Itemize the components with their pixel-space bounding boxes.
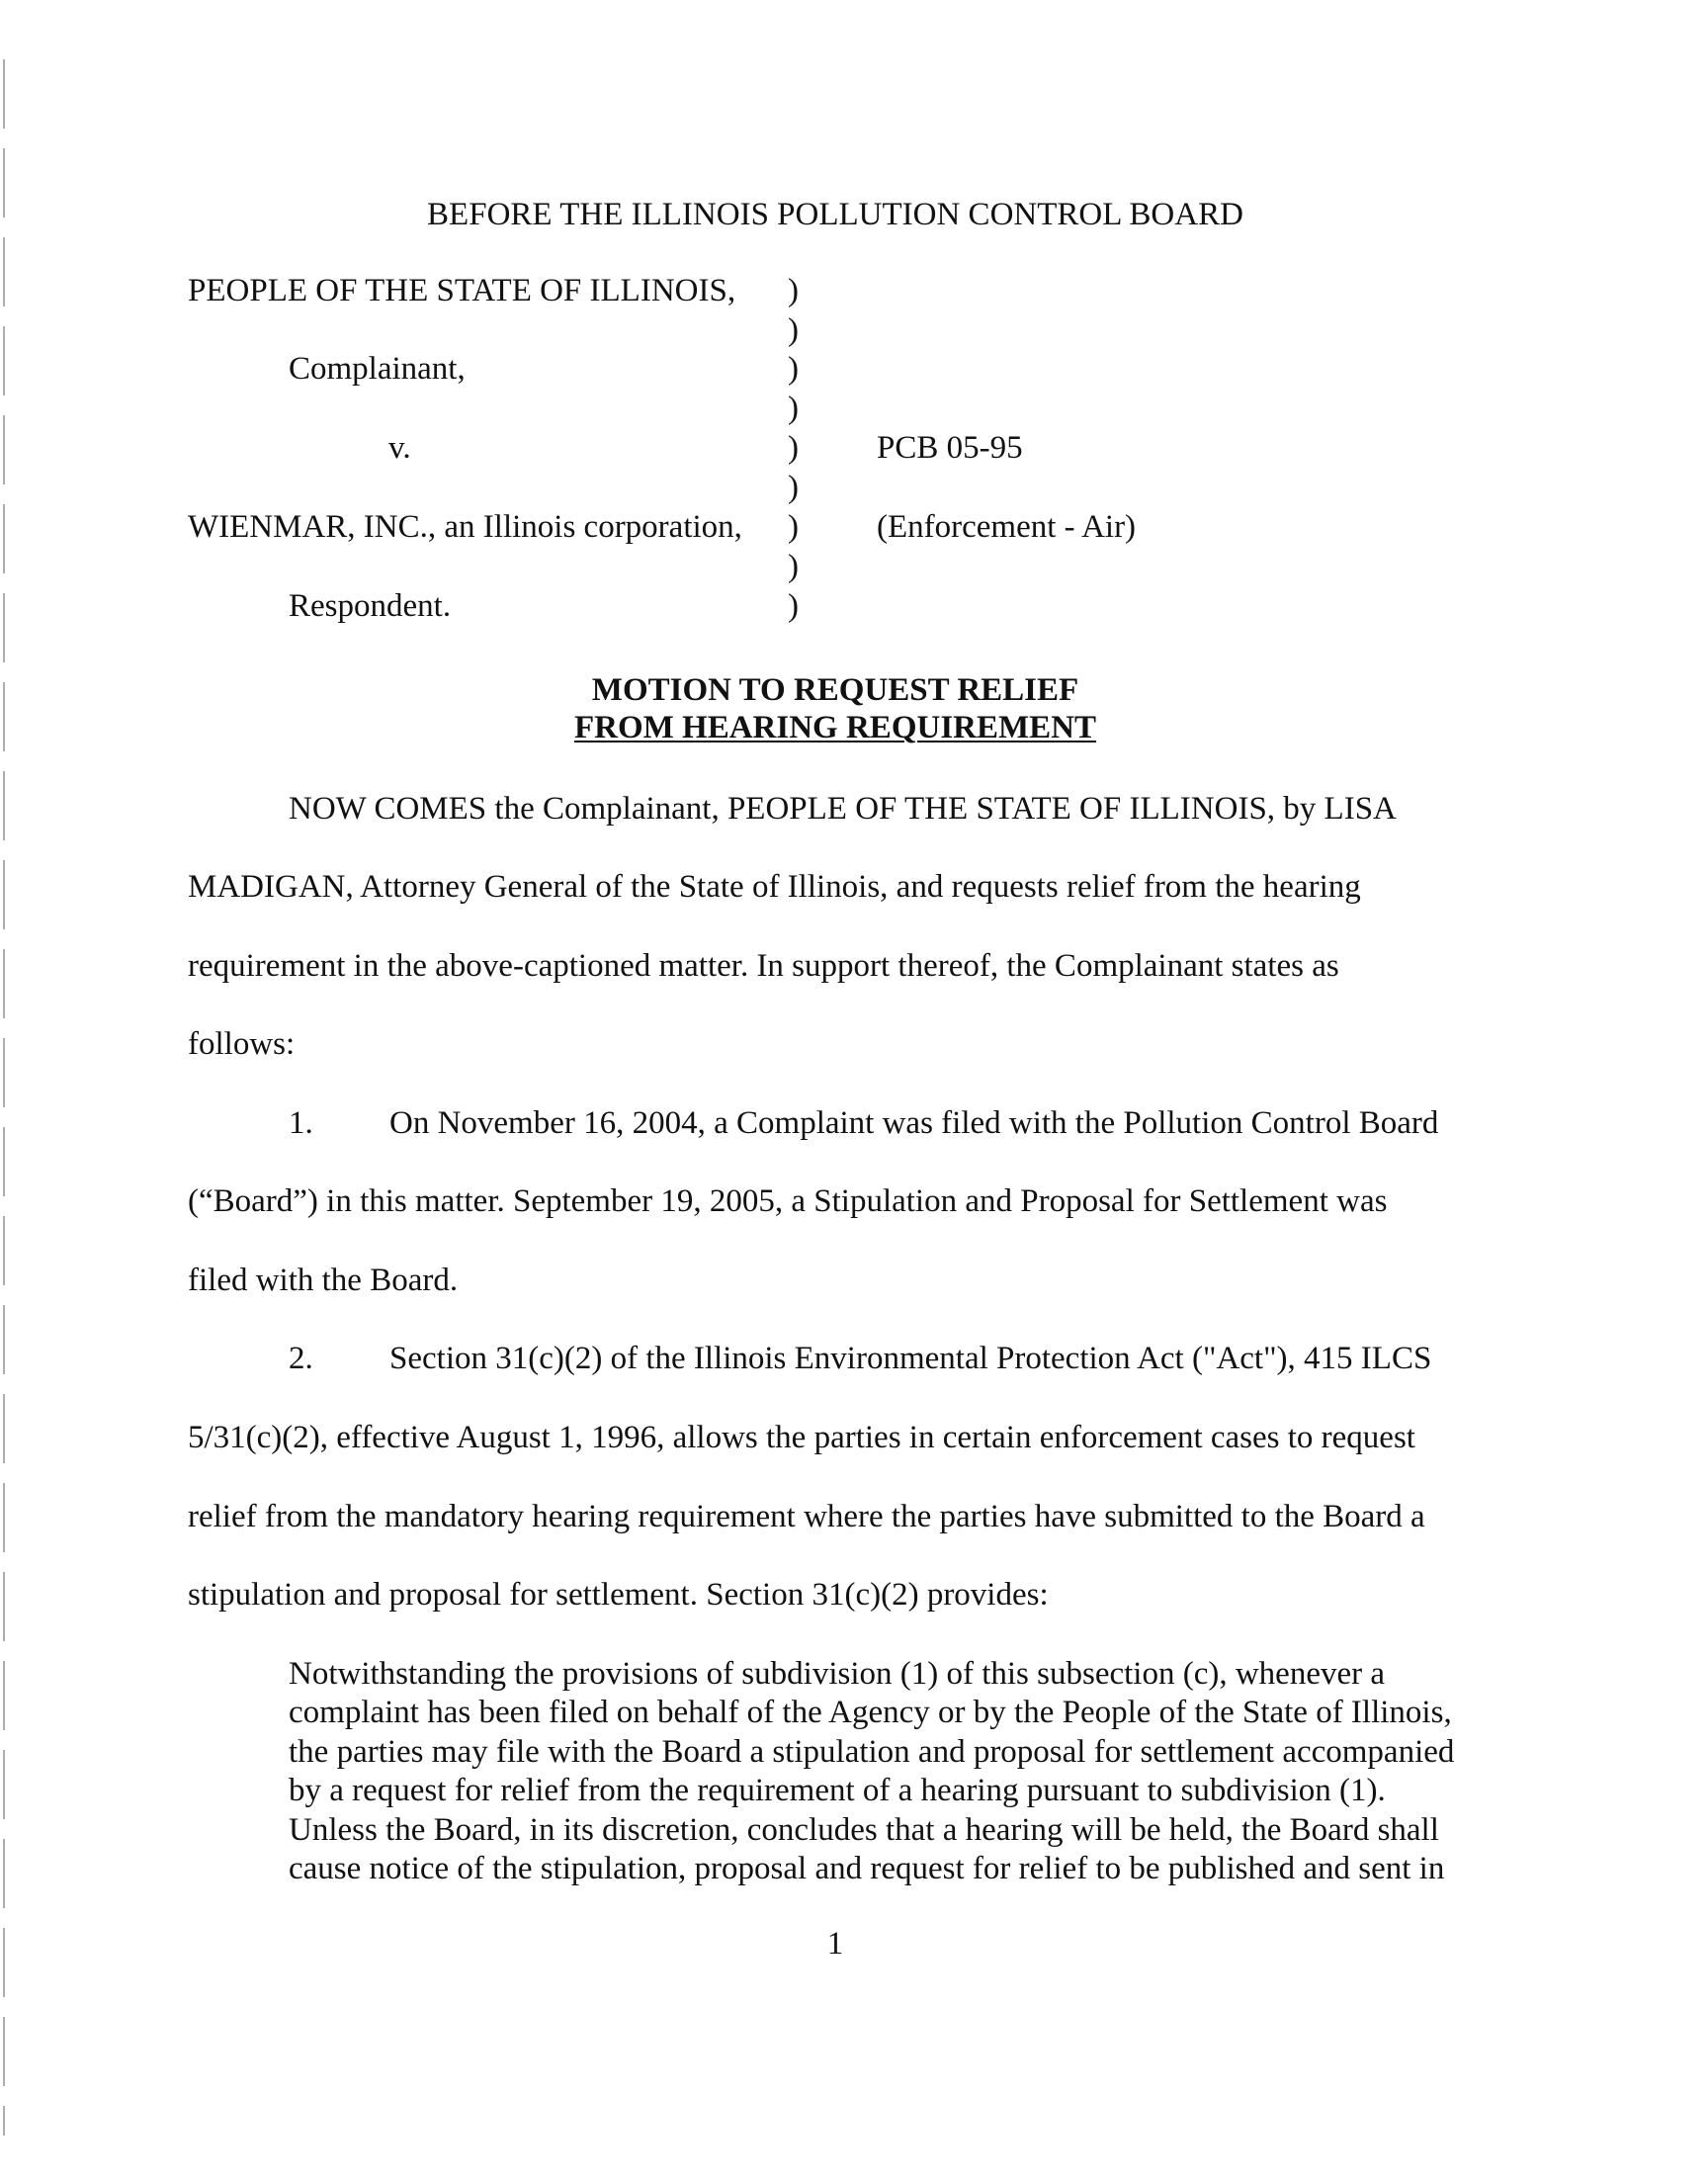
block-quote-line: by a request for relief from the requirement of a hearing pursuant to subdivision (1). xyxy=(289,1773,1386,1808)
caption-paren: ) xyxy=(788,509,799,545)
scan-edge-artifact xyxy=(3,59,5,2136)
case-number: PCB 05-95 xyxy=(877,430,1023,466)
caption-role2: Respondent. xyxy=(289,588,452,624)
page-number: 1 xyxy=(826,1926,844,1962)
para2-line: 5/31(c)(2), effective August 1, 1996, allows the parties in certain enforcement cases to request xyxy=(188,1420,1415,1455)
caption-paren: ) xyxy=(788,391,799,426)
caption-role1: Complainant, xyxy=(289,351,466,387)
caption-party2: WIENMAR, INC., an Illinois corporation, xyxy=(188,509,742,545)
court-heading: BEFORE THE ILLINOIS POLLUTION CONTROL BOARD xyxy=(427,197,1243,232)
caption-paren: ) xyxy=(788,312,799,348)
intro-line: MADIGAN, Attorney General of the State of Illinois, and requests relief from the hearing xyxy=(188,869,1361,905)
caption-paren: ) xyxy=(788,430,799,466)
intro-line: NOW COMES the Complainant, PEOPLE OF THE STATE OF ILLINOIS, by LISA xyxy=(289,791,1397,827)
motion-title-line1: MOTION TO REQUEST RELIEF xyxy=(591,672,1079,708)
caption-paren: ) xyxy=(788,588,799,624)
para1-line: On November 16, 2004, a Complaint was filed with the Pollution Control Board xyxy=(389,1105,1439,1141)
block-quote-line: the parties may file with the Board a stipulation and proposal for settlement accompanied xyxy=(289,1734,1455,1770)
caption-paren: ) xyxy=(788,273,799,308)
intro-line: follows: xyxy=(188,1026,296,1062)
para2-line: relief from the mandatory hearing requirement where the parties have submitted to the Board a xyxy=(188,1499,1425,1534)
para2-line: Section 31(c)(2) of the Illinois Environmental Protection Act ("Act"), 415 ILCS xyxy=(389,1341,1432,1376)
caption-paren: ) xyxy=(788,351,799,387)
para1-line: (“Board”) in this matter. September 19, 2005, a Stipulation and Proposal for Settlement was xyxy=(188,1183,1388,1219)
block-quote-line: cause notice of the stipulation, proposal and request for relief to be published and sent in xyxy=(289,1851,1445,1886)
para1-line: filed with the Board. xyxy=(188,1263,459,1298)
block-quote-line: Unless the Board, in its discretion, concludes that a hearing will be held, the Board shall xyxy=(289,1812,1439,1848)
para2-number: 2. xyxy=(289,1341,313,1376)
caption-paren: ) xyxy=(788,549,799,584)
caption-versus: v. xyxy=(388,430,411,466)
case-type: (Enforcement - Air) xyxy=(877,509,1137,545)
caption-paren: ) xyxy=(788,470,799,505)
caption-party1: PEOPLE OF THE STATE OF ILLINOIS, xyxy=(188,273,736,308)
motion-title-line2-text: FROM HEARING REQUIREMENT xyxy=(573,710,1097,745)
block-quote-line: Notwithstanding the provisions of subdivision (1) of this subsection (c), whenever a xyxy=(289,1656,1385,1692)
motion-title-line2 xyxy=(0,709,1670,746)
intro-line: requirement in the above-captioned matter. In support thereof, the Complainant states as xyxy=(188,948,1339,984)
para1-number: 1. xyxy=(289,1105,313,1141)
para2-line: stipulation and proposal for settlement. Section 31(c)(2) provides: xyxy=(188,1577,1049,1613)
block-quote-line: complaint has been filed on behalf of the Agency or by the People of the State of Illinois, xyxy=(289,1695,1452,1730)
